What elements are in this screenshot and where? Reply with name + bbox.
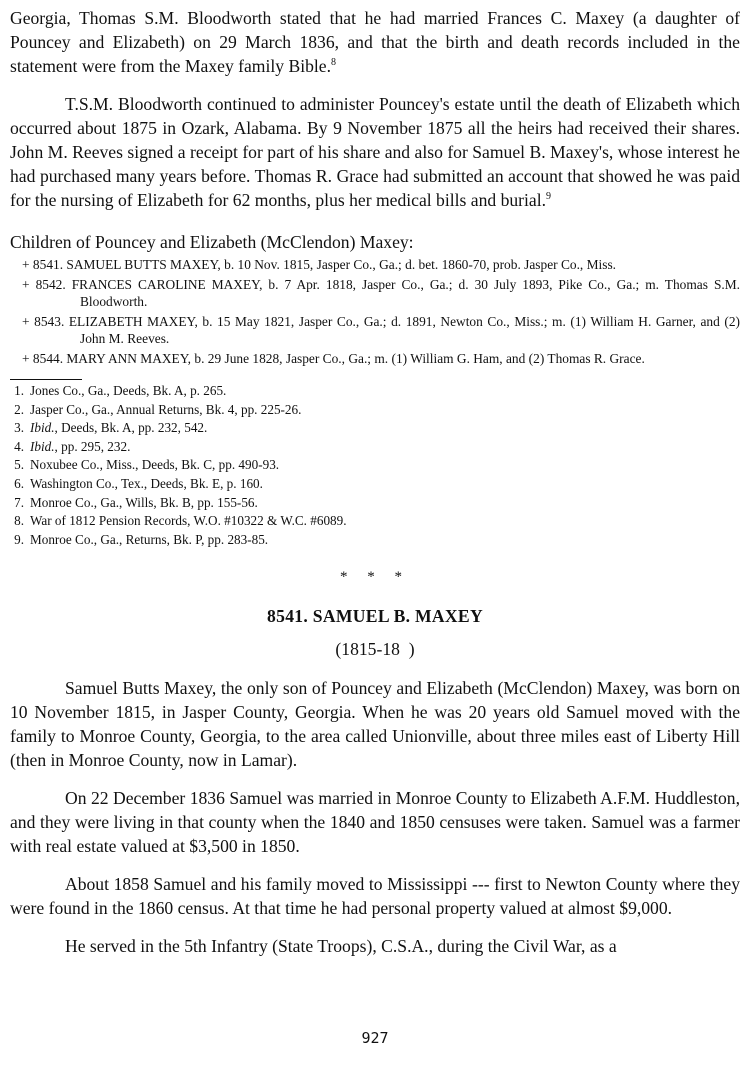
body-paragraph: He served in the 5th Infantry (State Troops), C.S.A., during the Civil War, as a — [65, 936, 617, 957]
footnote: 2. Jasper Co., Ga., Annual Returns, Bk. 4, pp. 225-26. — [14, 401, 302, 417]
child-entry: + 8541. SAMUEL BUTTS MAXEY, b. 10 Nov. 1815, Jasper Co., Ga.; d. bet. 1860-70, prob. Jasper Co., Miss. — [22, 257, 617, 272]
footnote: 1. Jones Co., Ga., Deeds, Bk. A, p. 265. — [14, 383, 227, 398]
footnote: 3. Ibid., Deeds, Bk. A, pp. 232, 542. — [14, 420, 208, 436]
body-paragraph: On 22 December 1836 Samuel was married in Monroe County to Elizabeth A.F.M. Huddleston, and they were living in that county when the 1840 and 1850 censuses were taken. Samuel was a farmer with real estate valued at $3,500 in 1850. — [10, 788, 740, 857]
section-heading: 8541. SAMUEL B. MAXEY — [267, 606, 483, 627]
section-separator: * * * — [340, 569, 410, 586]
footnote: 4. Ibid., pp. 295, 232. — [14, 438, 131, 454]
footnotes — [10, 382, 740, 549]
body-paragraph: About 1858 Samuel and his family moved to Mississippi --- first to Newton County where they were found in the 1860 census. At that time he had personal property valued at almost $9,000. — [10, 874, 740, 919]
footnote: 9. Monroe Co., Ga., Returns, Bk. P, pp. 283-85. — [14, 531, 269, 547]
children-list — [10, 256, 740, 367]
footnote: 5. Noxubee Co., Miss., Deeds, Bk. C, pp. 490-93. — [14, 457, 280, 473]
footnote-ref: 8 — [330, 57, 336, 69]
paragraph-top: Georgia, Thomas S.M. Bloodworth stated that he had married Frances C. Maxey (a daughter of Pouncey and Elizabeth) on 29 March 1836, and that the birth and death records included in the statement were from the Maxey family Bible.$^8$ — [10, 8, 740, 76]
footnote: 8. War of 1812 Pension Records, W.O. #10322 & W.C. #6089. — [14, 513, 347, 529]
footnote-rule — [10, 379, 82, 380]
child-entry: + 8543. ELIZABETH MAXEY, b. 15 May 1821, Jasper Co., Ga.; d. 1891, Newton Co., Miss.; m. (1) William H. Garner, and (2) John M. Reeves. — [22, 314, 740, 346]
children-heading: Children of Pouncey and Elizabeth (McClendon) Maxey: — [10, 232, 414, 252]
page-number: 927 — [361, 1029, 389, 1047]
paragraph-estate: T.S.M. Bloodworth continued to administer Pouncey's estate until the death of Elizabeth which occurred about 1875 in Ozark, Alabama. By 9 November 1875 all the heirs had received their shares. John M. Reeves signed a receipt for part of his share and also for Samuel B. Maxey's, whose interest he had purchased many years before. Thomas R. Grace had submitted an account that showed he was paid for the nursing of Elizabeth for 62 months, plus her medical bills and burial.$^9$ — [10, 94, 740, 210]
child-entry: + 8542. FRANCES CAROLINE MAXEY, b. 7 Apr. 1818, Jasper Co., Ga.; d. 30 July 1893, Pike Co., Ga.; m. Thomas S.M. Bloodworth. — [22, 277, 740, 309]
child-entry: + 8544. MARY ANN MAXEY, b. 29 June 1828, Jasper Co., Ga.; m. (1) William G. Ham, and (2) Thomas R. Grace. — [22, 351, 645, 366]
body-paragraph: Samuel Butts Maxey, the only son of Pouncey and Elizabeth (McClendon) Maxey, was born on 10 November 1815, in Jasper County, Georgia. When he was 20 years old Samuel moved with the family to Monroe County, Georgia, to the area called Unionville, about three miles east of Liberty Hill (then in Monroe County, now in Lamar). — [10, 678, 740, 771]
document-page — [10, 6, 740, 958]
section-dates: (1815-18 ) — [335, 639, 415, 660]
footnote: 7. Monroe Co., Ga., Wills, Bk. B, pp. 155-56. — [14, 494, 258, 510]
footnote-ref: 9 — [546, 191, 551, 203]
footnote: 6. Washington Co., Tex., Deeds, Bk. E, p. 160. — [14, 475, 263, 491]
